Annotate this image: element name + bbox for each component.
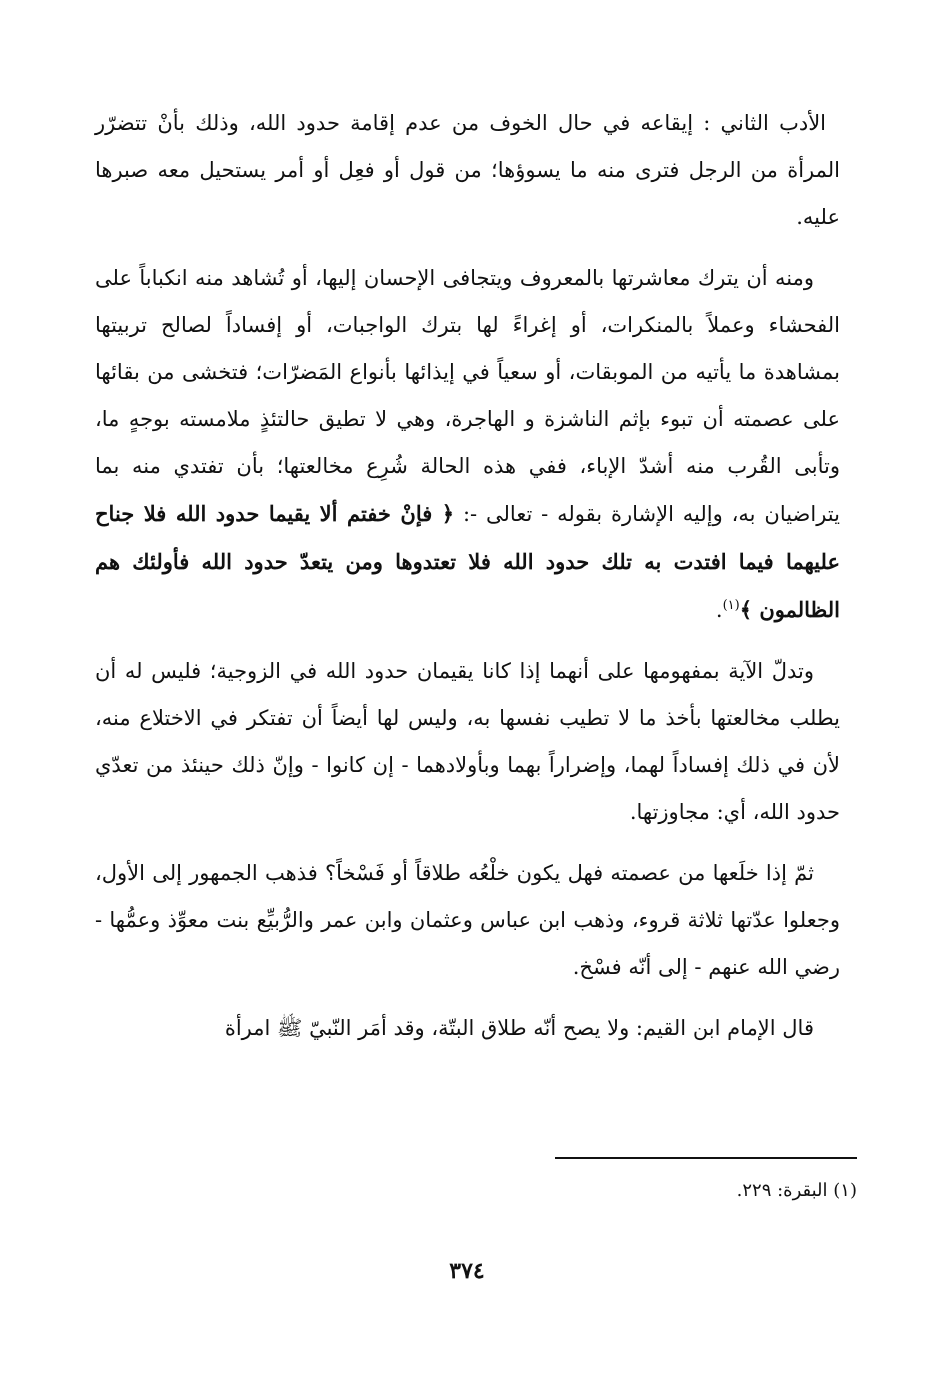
- main-text: [95, 100, 840, 1066]
- paragraph-4-text: ثمّ إذا خلَعها من عصمته فهل يكون خلْعُه طلاقاً أو فَسْخاً؟ فذهب الجمهور إلى الأول، وجعلوا عدّتها ثلاثة قروء، وذهب ابن عباس وعثمان وابن عمر والرُّبيِّع بنت معوِّذ وعمُّها - رضي الله عنهم - إلى أنّه فسْخ.: [95, 861, 840, 979]
- footnote-text: (١) البقرة: ٢٢٩.: [736, 1180, 857, 1201]
- quran-verse: ﴿ فإنْ خفتم ألا يقيما حدود الله فلا جناح عليهما فيما افتدت به تلك حدود الله فلا تعتدوها ومن يتعدّ حدود الله فأولئك هم الظالمون ﴾: [95, 501, 840, 622]
- paragraph-4: [95, 850, 840, 991]
- paragraph-2-text: ومنه أن يترك معاشرتها بالمعروف ويتجافى الإحسان إليها، أو تُشاهد منه انكباباً على الفحشاء وعملاً بالمنكرات، أو إغراءً لها بترك الواجبات، أو إفساداً لصالح تربيتها بمشاهدة ما يأتيه من الموبقات، أو سعياً في إيذائها بأنواع المَضرّات؛ فتخشى من بقائها على عصمته أن تبوء بإثم الناشزة و الهاجرة، وهي لا تطيق حالتئذٍ ملامسته بوجهٍ ما، وتأبى القُرب منه أشدّ الإباء، ففي هذه الحالة شُرِع مخالعتها؛ بأن تفتدي منه بما يتراضيان به، وإليه الإشارة بقوله - تعالى -:: [95, 266, 840, 526]
- page-number: ٣٧٤: [449, 1258, 485, 1284]
- paragraph-5: [95, 1005, 840, 1052]
- paragraph-1: [95, 100, 840, 241]
- paragraph-5-text: قال الإمام ابن القيم: ولا يصح أنّه طلاق البتّة، وقد أمَر النّبيّ ﷺ امرأة: [224, 1016, 814, 1040]
- paragraph-3: [95, 648, 840, 836]
- paragraph-3-text: وتدلّ الآية بمفهومها على أنهما إذا كانا يقيمان حدود الله في الزوجية؛ فليس له أن يطلب مخالعتها بأخذ ما لا تطيب نفسها به، وليس لها أيضاً أن تفتكر في الاختلاع منه، لأن في ذلك إفساداً لهما، وإضراراً بهما وبأولادهما - إن كانوا - وإنّ ذلك حينئذ من تعدّي حدود الله، أي: مجاوزتها.: [95, 659, 840, 824]
- footnote-reference: (١): [722, 598, 740, 613]
- footnote: [560, 1176, 857, 1206]
- footnote-divider: [555, 1157, 857, 1159]
- paragraph-1-text: الأدب الثاني : إيقاعه في حال الخوف من عدم إقامة حدود الله، وذلك بأنْ تتضرّر المرأة من الرجل فترى منه ما يسوؤها؛ من قول أو فعِل أو أمر يستحيل معه صبرها عليه.: [95, 111, 841, 229]
- paragraph-2: [95, 255, 840, 634]
- paragraph-2-tail: .: [715, 598, 723, 622]
